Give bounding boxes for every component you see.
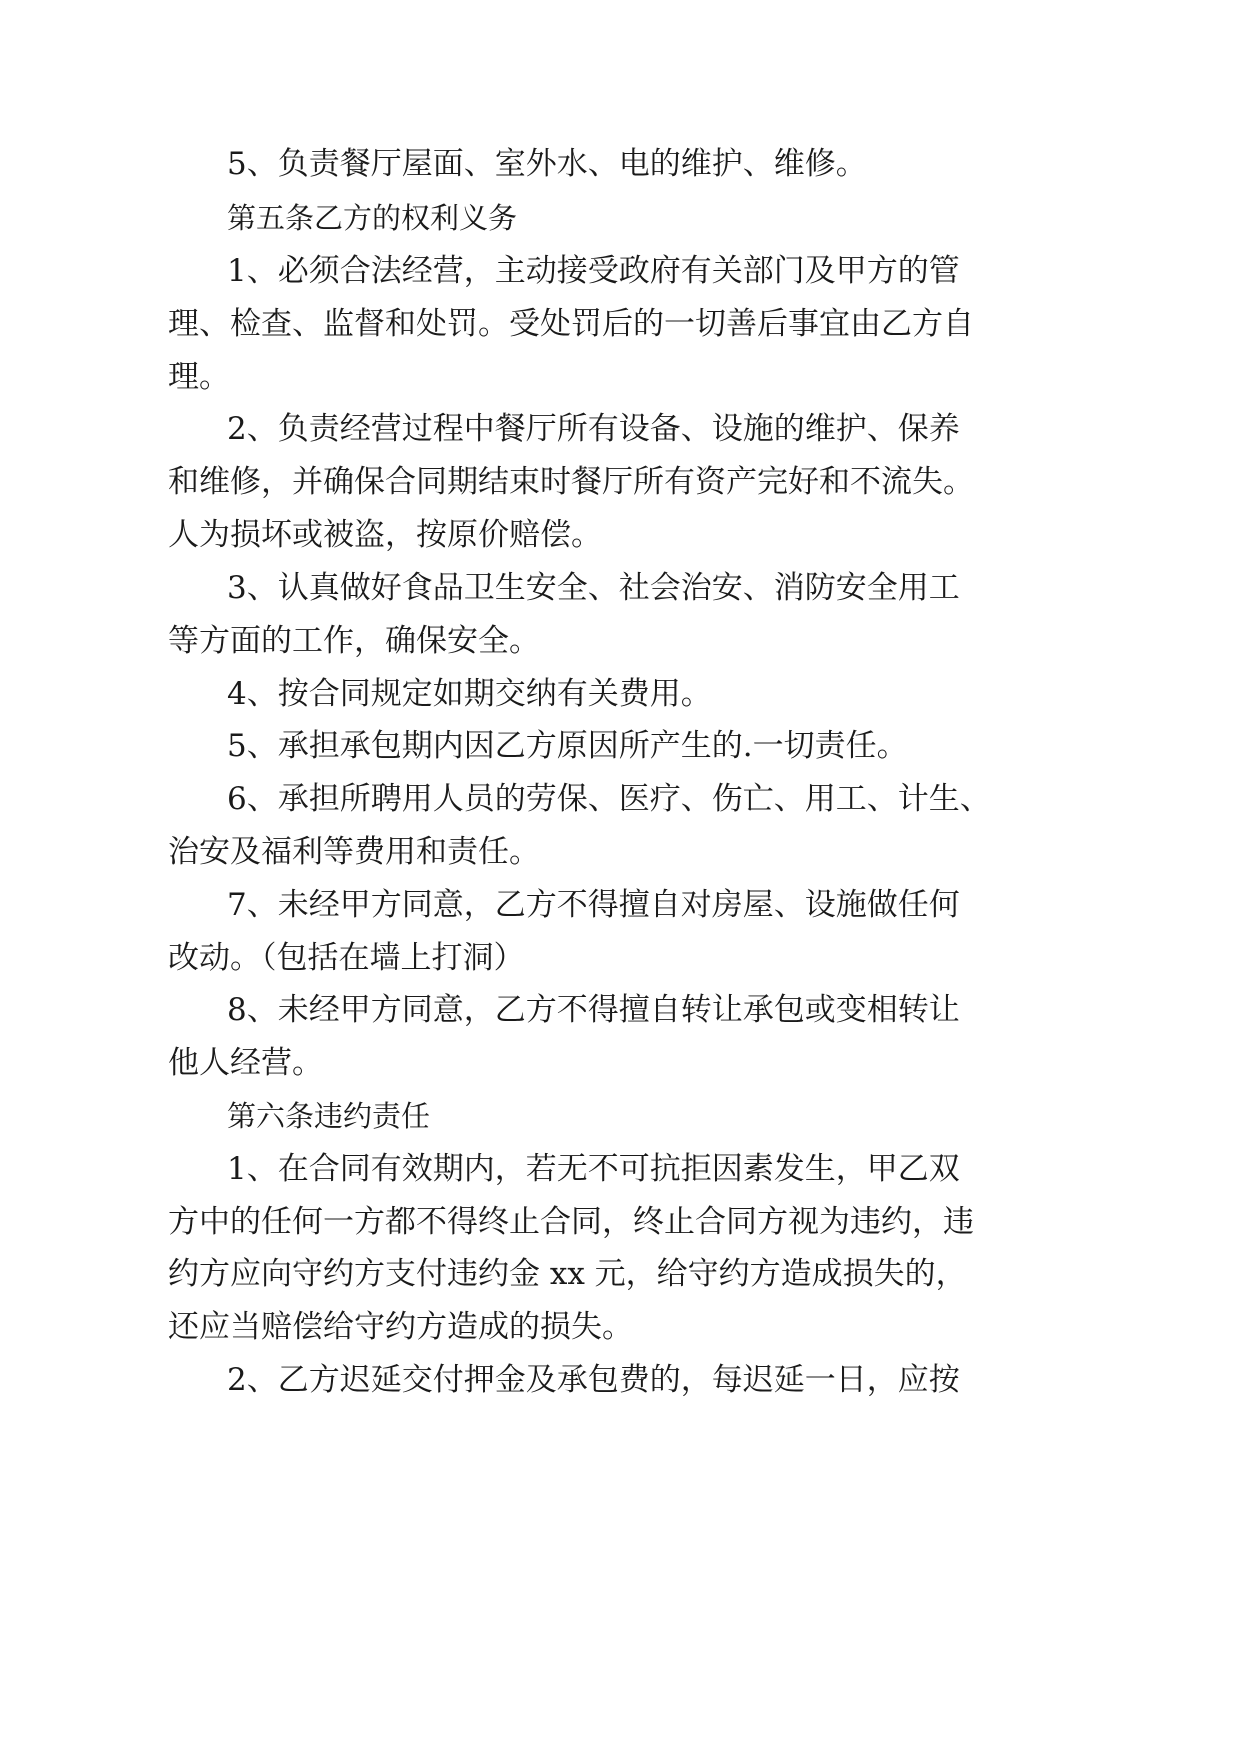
clause-line: 7、未经甲方同意，乙方不得擅自对房屋、设施做任何 bbox=[227, 887, 960, 923]
clause-line: 8、未经甲方同意，乙方不得擅自转让承包或变相转让 bbox=[227, 992, 960, 1028]
section-heading: 第六条违约责任 bbox=[227, 1099, 431, 1133]
clause-line: 1、必须合法经营，主动接受政府有关部门及甲方的管 bbox=[227, 253, 960, 289]
section-heading: 第五条乙方的权利义务 bbox=[227, 201, 518, 235]
clause-line: 4、按合同规定如期交纳有关费用。 bbox=[227, 676, 712, 712]
clause-line: 还应当赔偿给守约方造成的损失。 bbox=[168, 1309, 633, 1345]
clause-line: 2、乙方迟延交付押金及承包费的，每迟延一日，应按 bbox=[227, 1362, 960, 1398]
clause-line: 理、检查、监督和处罚。受处罚后的一切善后事宜由乙方自 bbox=[168, 306, 974, 342]
clause-line: 治安及福利等费用和责任。 bbox=[168, 834, 540, 870]
clause-line: 人为损坏或被盗，按原价赔偿。 bbox=[168, 517, 602, 553]
clause-line: 和维修，并确保合同期结束时餐厅所有资产完好和不流失。 bbox=[168, 464, 974, 500]
clause-line: 改动。（包括在墙上打洞） bbox=[168, 940, 525, 976]
clause-line: 6、承担所聘用人员的劳保、医疗、伤亡、用工、计生、 bbox=[227, 781, 991, 817]
clause-line: 5、负责餐厅屋面、室外水、电的维护、维修。 bbox=[227, 146, 867, 182]
clause-line: 5、承担承包期内因乙方原因所产生的.一切责任。 bbox=[227, 728, 908, 764]
clause-line: 方中的任何一方都不得终止合同，终止合同方视为违约，违 bbox=[168, 1204, 974, 1240]
clause-line: 1、在合同有效期内，若无不可抗拒因素发生，甲乙双 bbox=[227, 1151, 960, 1187]
clause-line: 2、负责经营过程中餐厅所有设备、设施的维护、保养 bbox=[227, 411, 960, 447]
clause-line: 3、认真做好食品卫生安全、社会治安、消防安全用工 bbox=[227, 570, 960, 606]
clause-line: 等方面的工作，确保安全。 bbox=[168, 623, 540, 659]
clause-line: 理。 bbox=[168, 359, 230, 395]
clause-line: 约方应向守约方支付违约金 xx 元，给守约方造成损失的， bbox=[168, 1256, 967, 1292]
clause-line: 他人经营。 bbox=[168, 1045, 323, 1081]
